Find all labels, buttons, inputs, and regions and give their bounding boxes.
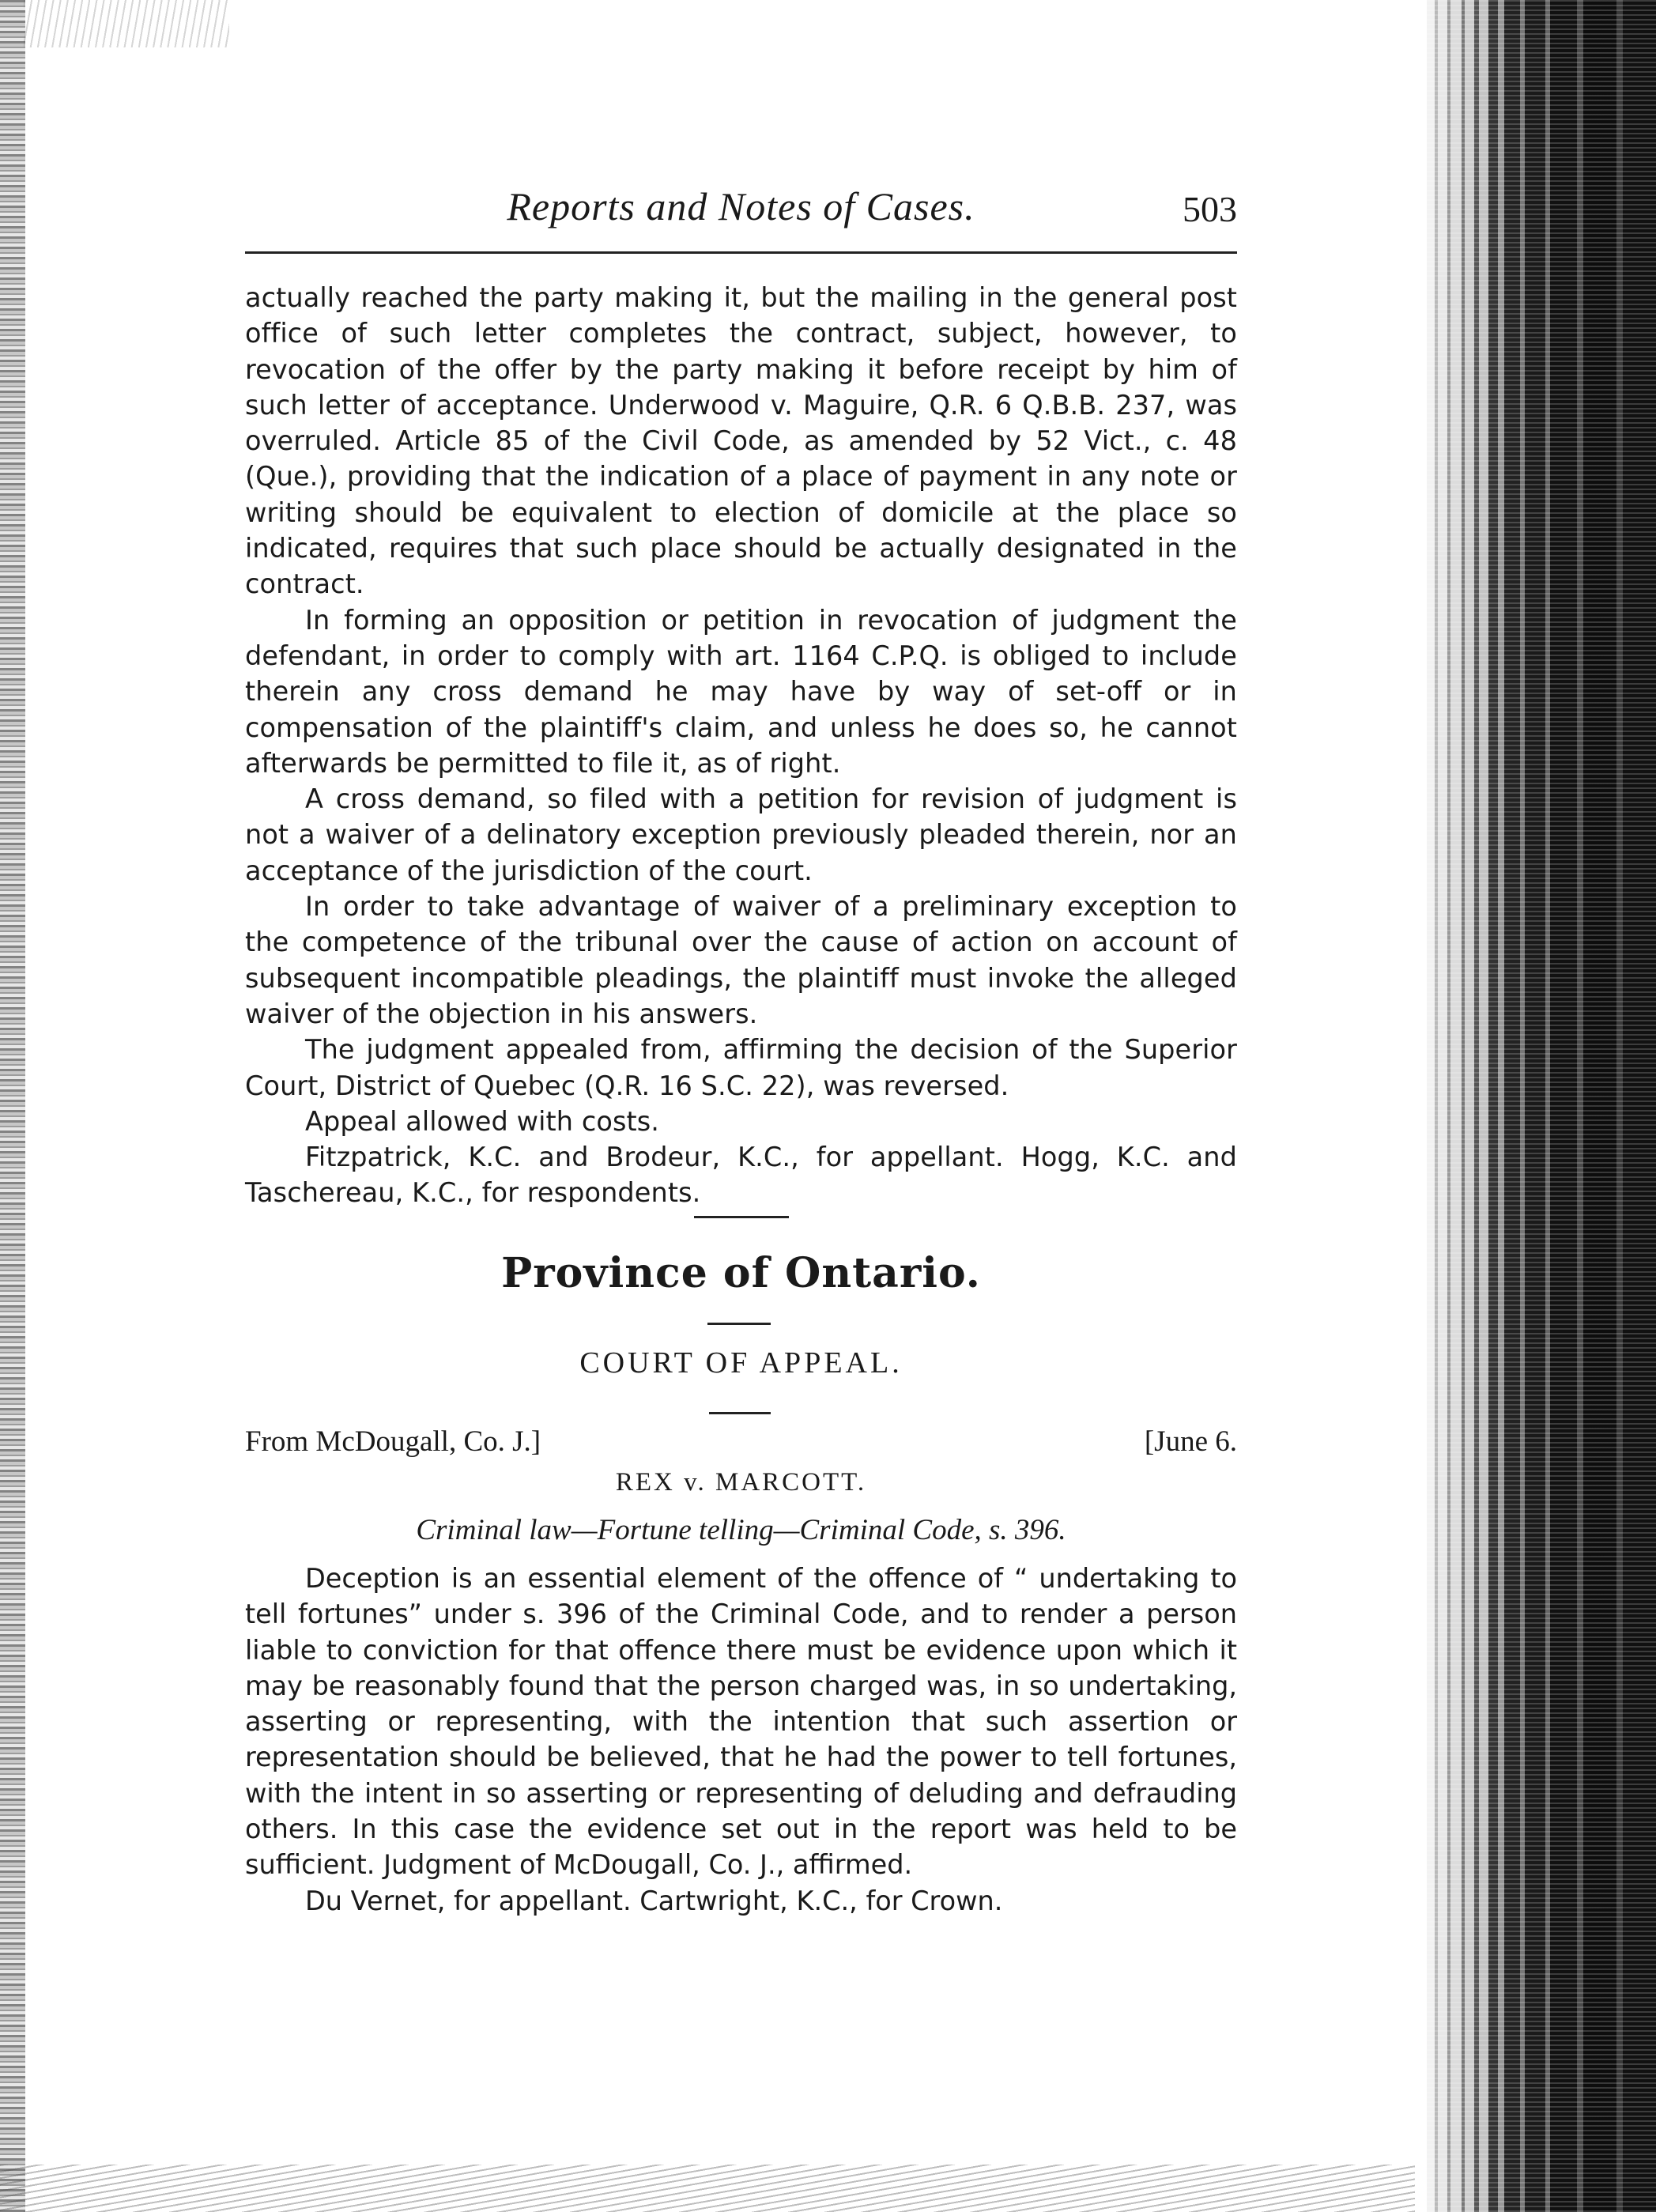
paragraph: In order to take advantage of waiver of a preliminary exception to the competence of the tribunal over the cause of action on account of subsequent incompatible pleadings, the plaintiff must invoke the alleged waiver of the objection in his answers. [245,891,1237,1029]
paragraph: In forming an opposition or petition in revocation of judgment the defendant, in order to comply with art. 1164 C.P.Q. is obliged to include therein any cross demand he may have by way of set-off or in compensation of the plaintiff's claim, and unless he does so, he cannot afterwards be permitted to file it, as of right. [245,604,1237,779]
headnote-title: Criminal law—Fortune telling—Criminal Code, s. 396. [416,1514,1066,1546]
counsel-line: Du Vernet, for appellant. Cartwright, K.C., for Crown. [305,1885,1003,1916]
paragraph: A cross demand, so filed with a petition for revision of judgment is not a waiver of a delinatory exception previously pleaded therein, nor an acceptance of the jurisdiction of the court. [245,783,1237,886]
page-header [245,183,1237,239]
paragraph: The judgment appealed from, affirming the decision of the Superior Court, District of Quebec (Q.R. 16 S.C. 22), was reversed. [245,1034,1237,1101]
running-head: Reports and Notes of Cases. [507,184,975,228]
paragraph: Deception is an essential element of the offence of “ undertaking to tell fortunes” under s. 396 of the Criminal Code, and to render a person liable to conviction for that offence there must be evidence upon which it may be reasonably found that the person charged was, in so undertaking, asserting or representing, with the intention that such assertion or representation should be believed, that he had the power to tell fortunes, with the intent in so asserting or representing of deluding and defrauding others. In this case the evidence set out in the report was held to be sufficient. Judgment of McDougall, Co. J., affirmed. [245,1563,1237,1881]
province-heading: Province of Ontario. [501,1249,981,1297]
scan-smudge [24,0,229,47]
paragraph: actually reached the party making it, but the mailing in the general post office of such letter completes the contract, subject, however, to revocation of the offer by the party making it before receipt by him of such letter of acceptance. Underwood v. Maguire, Q.R. 6 Q.B.B. 237, was overruled. Article 85 of the Civil Code, as amended by 52 Vict., c. 48 (Que.), providing that the indication of a place of payment in any note or writing should be equivalent to election of domicile at the place so indicated, requires that such place should be actually designated in the contract. [245,282,1237,600]
header-rule [245,251,1237,254]
from-judge: From McDougall, Co. J.] [245,1425,541,1458]
divider [707,1323,771,1325]
paragraph: Appeal allowed with costs. [305,1105,660,1137]
case-body-section-1 [245,280,1237,1211]
scan-bottom-edge [0,2165,1415,2212]
divider [709,1412,771,1414]
counsel-line: Fitzpatrick, K.C. and Brodeur, K.C., for appellant. Hogg, K.C. and Taschereau, K.C., for respondents. [245,1142,1237,1209]
court-heading: COURT OF APPEAL. [579,1346,903,1380]
book-binding-edge [1427,0,1656,2212]
decision-date: [June 6. [1144,1425,1237,1458]
page-number: 503 [1183,189,1237,229]
section-divider [694,1216,789,1218]
case-body-section-2 [245,1561,1237,1919]
case-name: REX v. MARCOTT. [615,1468,867,1497]
scan-left-edge [0,0,25,2212]
